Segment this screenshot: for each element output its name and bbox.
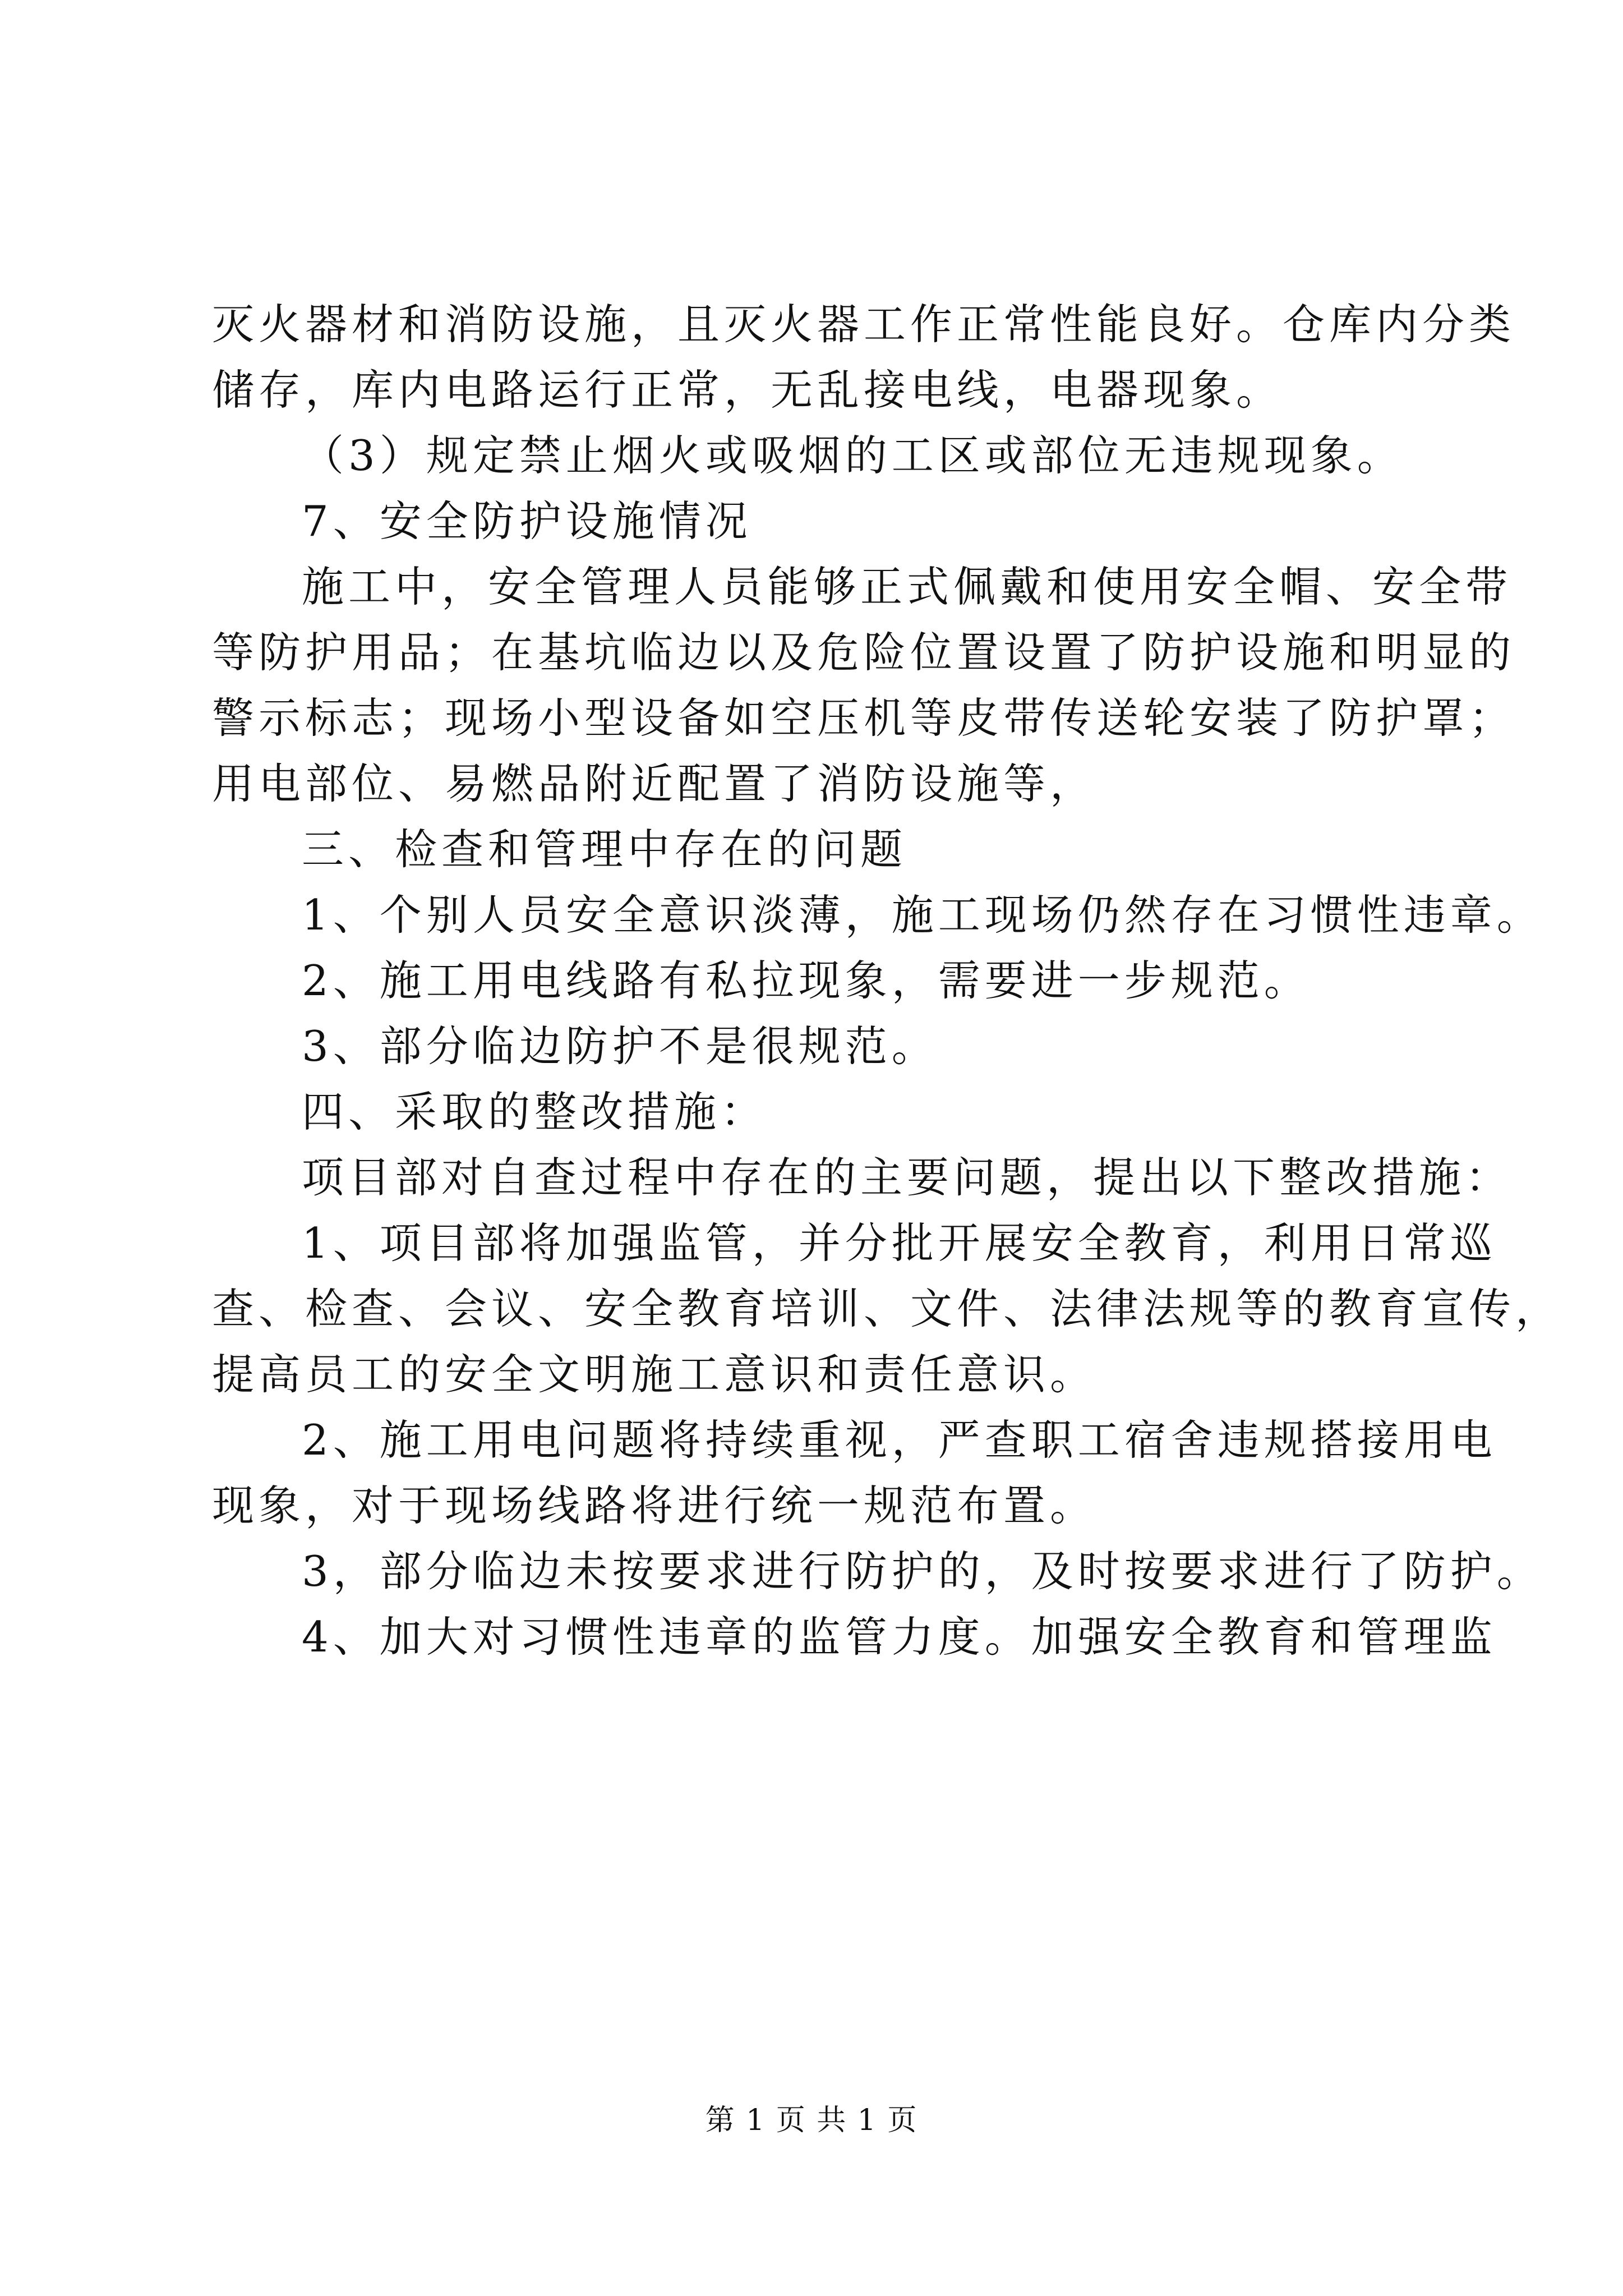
section-heading-3: 三、检查和管理中存在的问题 <box>302 825 907 874</box>
text-line-17: 提高员工的安全文明施工意识和责任意识。 <box>212 1350 1097 1399</box>
text-line-6: 等防护用品；在基坑临边以及危险位置设置了防护设施和明显的 <box>212 628 1516 677</box>
section-heading-4: 四、采取的整改措施： <box>302 1087 768 1137</box>
text-line-2: 储存，库内电路运行正常，无乱接电线，电器现象。 <box>212 365 1283 415</box>
text-line-1: 灭火器材和消防设施，且灭火器工作正常性能良好。仓库内分类 <box>212 300 1516 349</box>
page-footer: 第 1 页 共 1 页 <box>705 2104 918 2137</box>
list-item-problem-2: 2、施工用电线路有私拉现象，需要进一步规范。 <box>302 956 1311 1005</box>
text-line-14: 项目部对自查过程中存在的主要问题，提出以下整改措施： <box>302 1153 1513 1202</box>
list-item-problem-3: 3、部分临边防护不是很规范。 <box>302 1022 938 1071</box>
list-item-measure-2: 2、施工用电问题将持续重视，严查职工宿舍违规搭接用电 <box>302 1415 1497 1465</box>
text-line-7: 警示标志；现场小型设备如空压机等皮带传送轮安装了防护罩； <box>212 693 1516 743</box>
text-line-3: （3）规定禁止烟火或吸烟的工区或部位无违规现象。 <box>302 431 1404 480</box>
list-item-measure-4: 4、加大对习惯性违章的监管力度。加强安全教育和管理监 <box>302 1612 1497 1662</box>
text-line-16: 查、检查、会议、安全教育培训、文件、法律法规等的教育宣传， <box>212 1284 1562 1333</box>
list-item-measure-3: 3，部分临边未按要求进行防护的，及时按要求进行了防护。 <box>302 1547 1543 1596</box>
text-line-5: 施工中，安全管理人员能够正式佩戴和使用安全帽、安全带 <box>302 562 1513 611</box>
section-heading-7: 7、安全防护设施情况 <box>302 496 752 546</box>
text-line-8: 用电部位、易燃品附近配置了消防设施等， <box>212 759 1097 808</box>
text-line-19: 现象，对于现场线路将进行统一规范布置。 <box>212 1481 1097 1530</box>
list-item-problem-1: 1、个别人员安全意识淡薄，施工现场仍然存在习惯性违章。 <box>302 890 1543 940</box>
list-item-measure-1: 1、项目部将加强监管，并分批开展安全教育，利用日常巡 <box>302 1218 1497 1268</box>
document-body <box>212 292 1562 1670</box>
